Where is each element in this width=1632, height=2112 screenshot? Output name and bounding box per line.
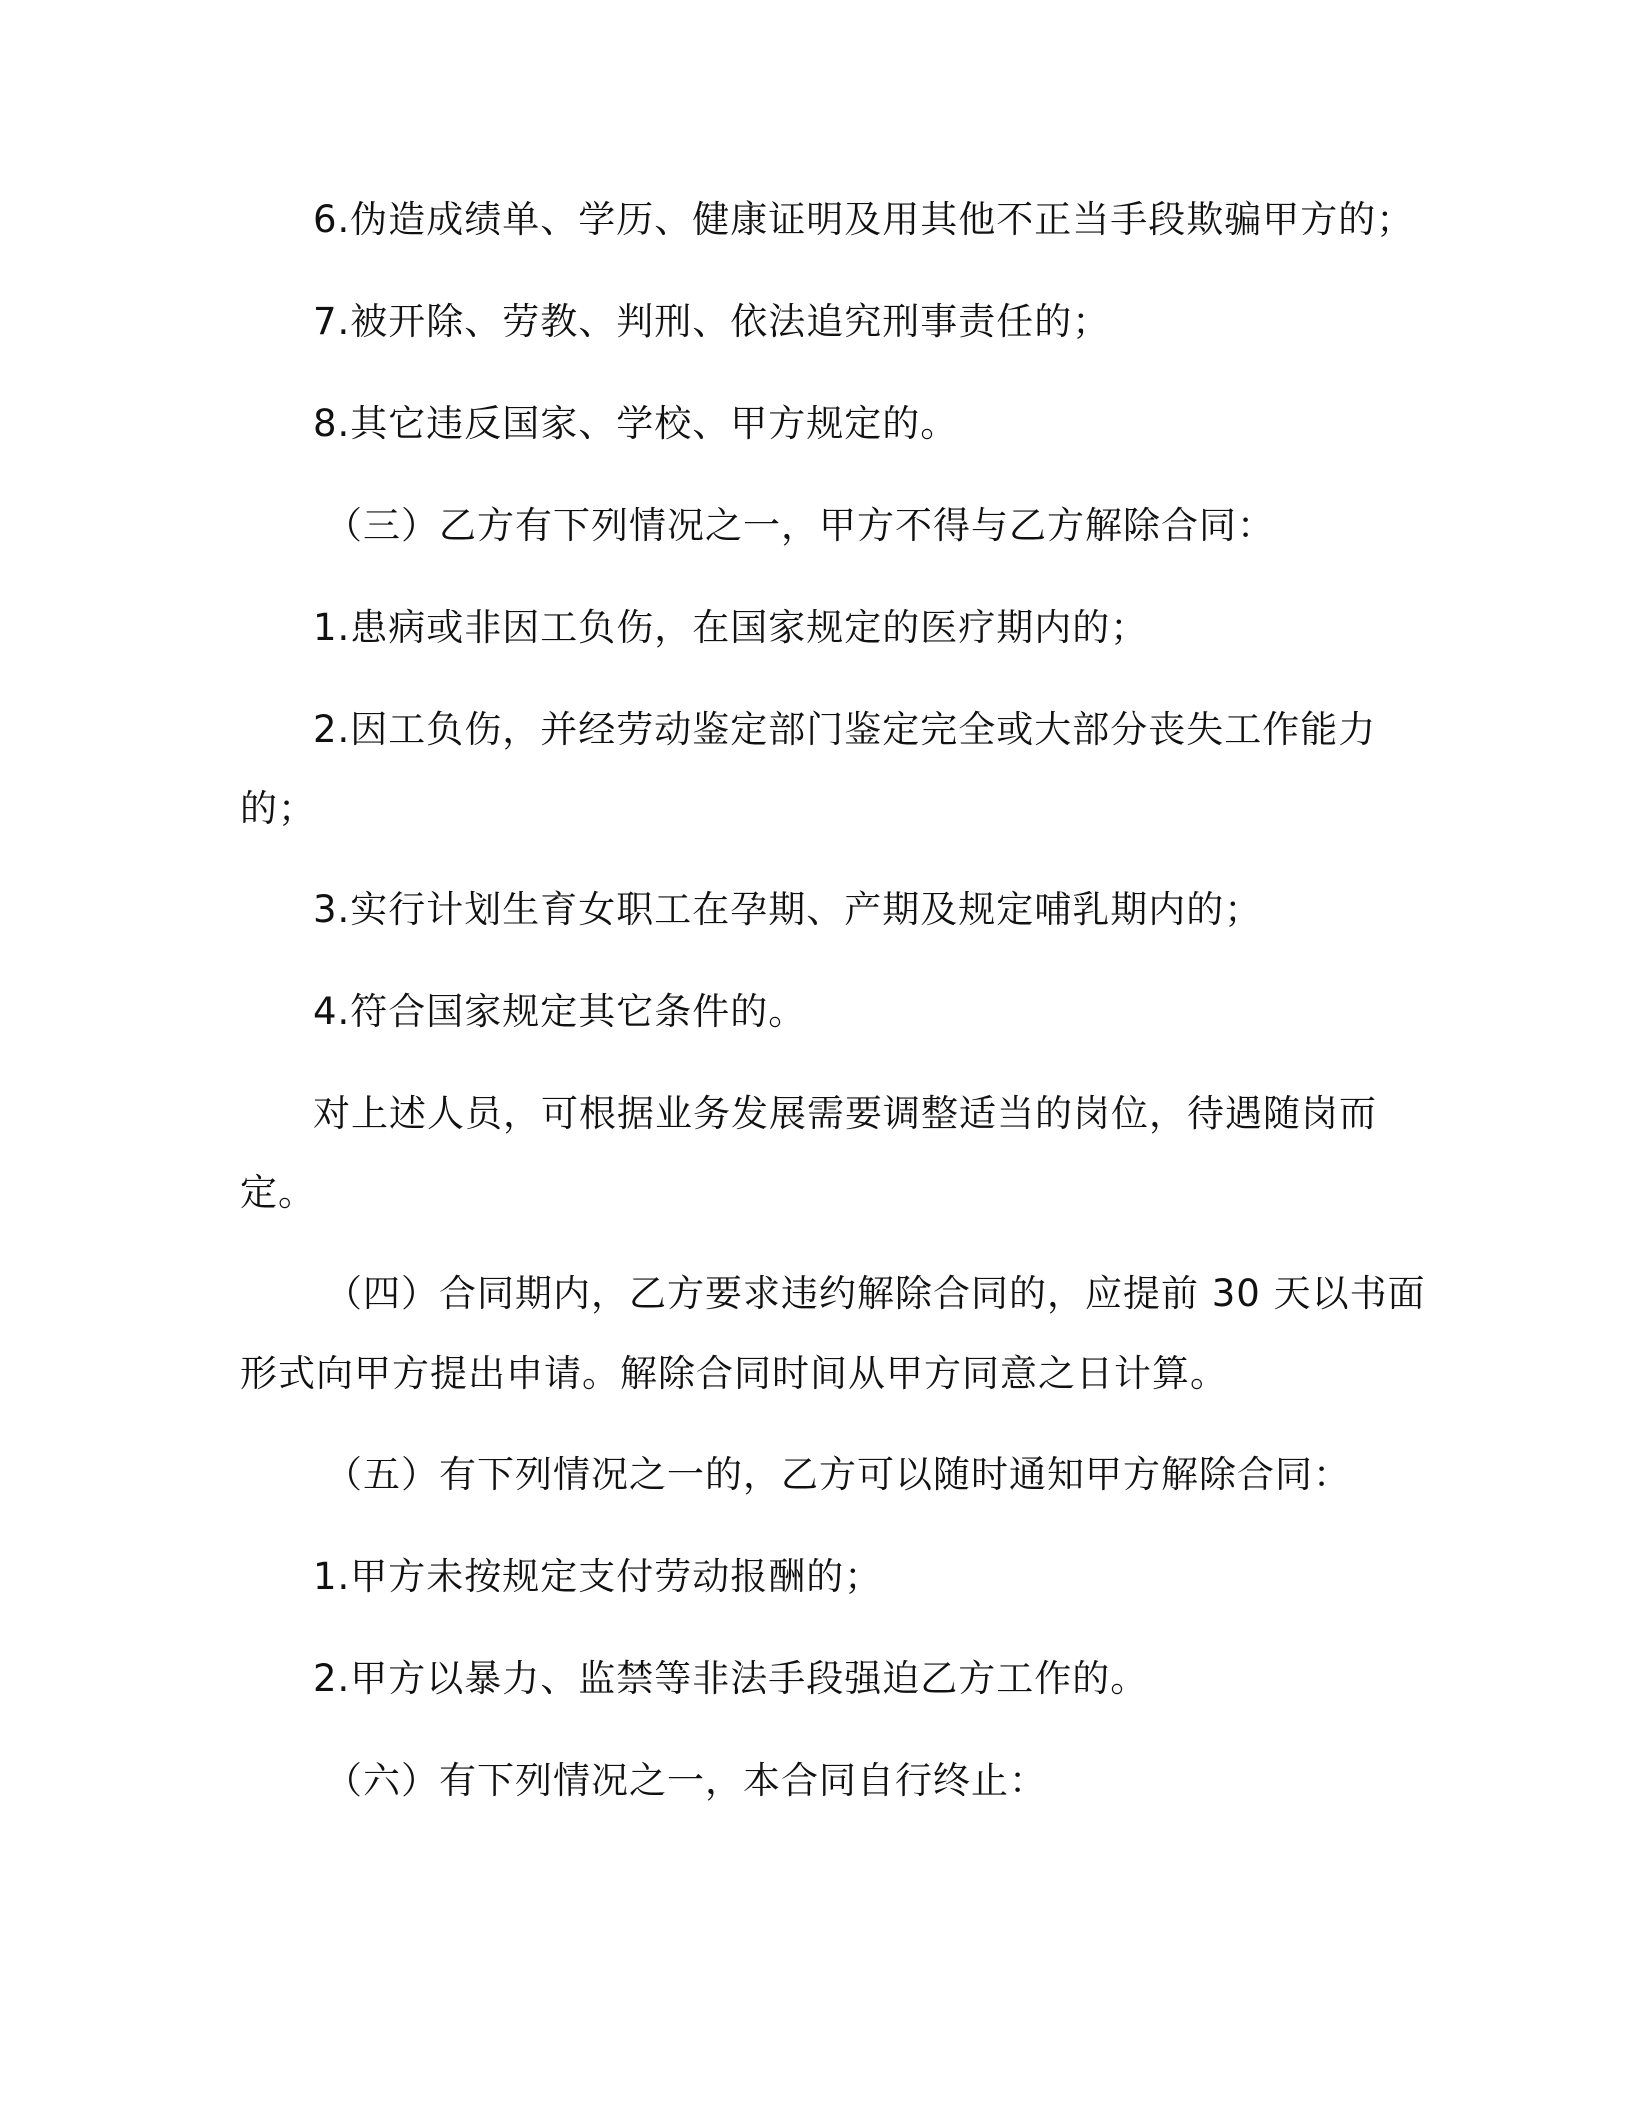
- section-three-item-2: 2.因工负伤，并经劳动鉴定部门鉴定完全或大部分丧失工作能力: [313, 708, 1377, 751]
- section-three-heading: （三）乙方有下列情况之一，甲方不得与乙方解除合同：: [325, 504, 1275, 547]
- section-four-paragraph-continuation: 形式向甲方提出申请。解除合同时间从甲方同意之日计算。: [240, 1352, 1228, 1395]
- section-three-item-1: 1.患病或非因工负伤，在国家规定的医疗期内的；: [313, 606, 1149, 649]
- section-three-note: 对上述人员，可根据业务发展需要调整适当的岗位，待遇随岗而: [313, 1092, 1377, 1135]
- clause-item-6: 6.伪造成绩单、学历、健康证明及用其他不正当手段欺骗甲方的；: [313, 198, 1415, 241]
- section-six-heading: （六）有下列情况之一，本合同自行终止：: [325, 1759, 1047, 1802]
- clause-item-8: 8.其它违反国家、学校、甲方规定的。: [313, 402, 959, 445]
- section-four-paragraph: （四）合同期内，乙方要求违约解除合同的，应提前 30 天以书面: [325, 1272, 1426, 1315]
- section-five-heading: （五）有下列情况之一的，乙方可以随时通知甲方解除合同：: [325, 1453, 1351, 1496]
- section-three-note-continuation: 定。: [240, 1171, 316, 1214]
- section-three-item-2-continuation: 的；: [240, 787, 316, 830]
- clause-item-7: 7.被开除、劳教、判刑、依法追究刑事责任的；: [313, 300, 1111, 343]
- section-three-item-4: 4.符合国家规定其它条件的。: [313, 990, 807, 1033]
- section-five-item-2: 2.甲方以暴力、监禁等非法手段强迫乙方工作的。: [313, 1657, 1149, 1700]
- section-three-item-3: 3.实行计划生育女职工在孕期、产期及规定哺乳期内的；: [313, 888, 1263, 931]
- section-five-item-1: 1.甲方未按规定支付劳动报酬的；: [313, 1555, 883, 1598]
